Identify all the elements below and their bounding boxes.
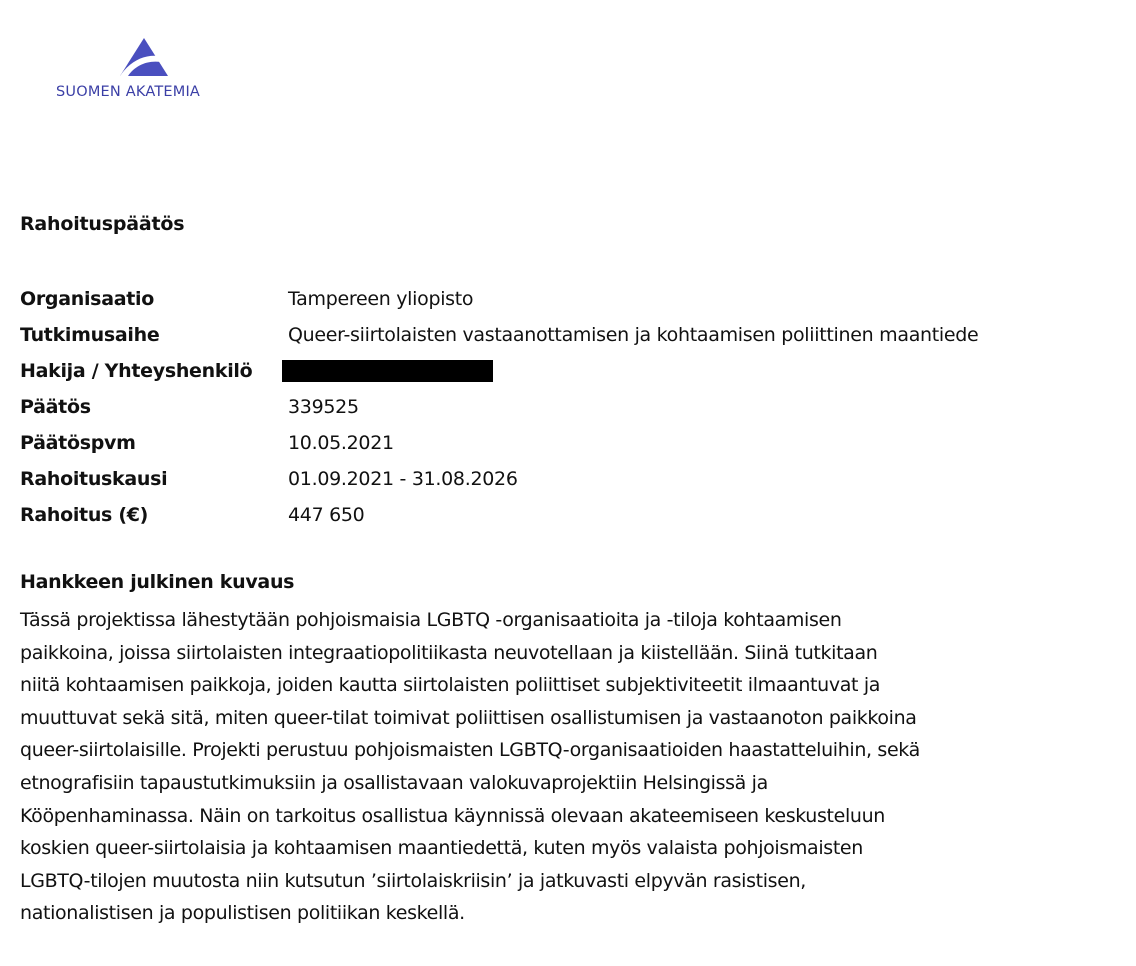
redaction-bar — [282, 360, 493, 382]
description-body — [20, 604, 1120, 930]
funding-amount-label: Rahoitus (€) — [20, 504, 149, 526]
description-line: niitä kohtaamisen paikkoja, joiden kautta siirtolaisten poliittiset subjektiviteetit ilmaantuvat ja — [20, 674, 881, 697]
logo-text: SUOMEN AKATEMIA — [56, 84, 201, 100]
info-row-applicant — [20, 356, 1120, 392]
description-line: paikkoina, joissa siirtolaisten integraatiopolitiikasta neuvotellaan ja kiistellään. Siinä tutkitaan — [20, 641, 878, 664]
info-row-funding-amount — [20, 500, 1120, 536]
info-row-funding-period — [20, 464, 1120, 500]
decision-label: Päätös — [20, 396, 91, 418]
description-line: Tässä projektissa lähestytään pohjoismaisia LGBTQ -organisaatioita ja -tiloja kohtaamisen — [20, 609, 842, 631]
research-topic-value: Queer-siirtolaisten vastaanottamisen ja kohtaamisen poliittinen maantiede — [288, 324, 979, 346]
description-line: Kööpenhaminassa. Näin on tarkoitus osallistua käynnissä olevaan akateemiseen keskusteluun — [20, 804, 885, 827]
decision-info-table — [20, 284, 1120, 536]
funding-period-value: 01.09.2021 - 31.08.2026 — [288, 468, 518, 490]
applicant-label: Hakija / Yhteyshenkilö — [20, 360, 253, 382]
decision-date-label: Päätöspvm — [20, 432, 136, 454]
info-row-organisation — [20, 284, 1120, 320]
description-line: muuttuvat sekä sitä, miten queer-tilat toimivat poliittisen osallistumisen ja vastaanoton paikkoina — [20, 706, 917, 729]
description-line: LGBTQ-tilojen muutosta niin kutsutun ’siirtolaiskriisin’ ja jatkuvasti elpyvän rasistisen, — [20, 869, 806, 892]
description-line: nationalistisen ja populistisen politiikan keskellä. — [20, 902, 465, 925]
info-row-decision — [20, 392, 1120, 428]
description-line: etnografisiin tapaustutkimuksiin ja osallistavaan valokuvaprojektiin Helsingissä ja — [20, 771, 768, 794]
description-title: Hankkeen julkinen kuvaus — [20, 571, 295, 593]
funding-amount-value: 447 650 — [288, 504, 365, 526]
info-row-decision-date — [20, 428, 1120, 464]
organisation-value: Tampereen yliopisto — [288, 288, 474, 310]
description-line: queer-siirtolaisille. Projekti perustuu pohjoismaisten LGBTQ-organisaatioiden haastatteluihin, sekä — [20, 739, 920, 762]
info-row-research-topic — [20, 320, 1120, 356]
description-line: koskien queer-siirtolaisia ja kohtaamisen maantiedettä, kuten myös valaista pohjoismaisten — [20, 837, 863, 860]
decision-date-value: 10.05.2021 — [288, 432, 394, 454]
organisation-label: Organisaatio — [20, 288, 154, 310]
funding-period-label: Rahoituskausi — [20, 468, 168, 490]
logo — [56, 36, 236, 106]
research-topic-label: Tutkimusaihe — [20, 324, 160, 346]
document-title: Rahoituspäätös — [20, 213, 185, 235]
triangle-logo-icon — [118, 36, 170, 78]
decision-value: 339525 — [288, 396, 359, 418]
